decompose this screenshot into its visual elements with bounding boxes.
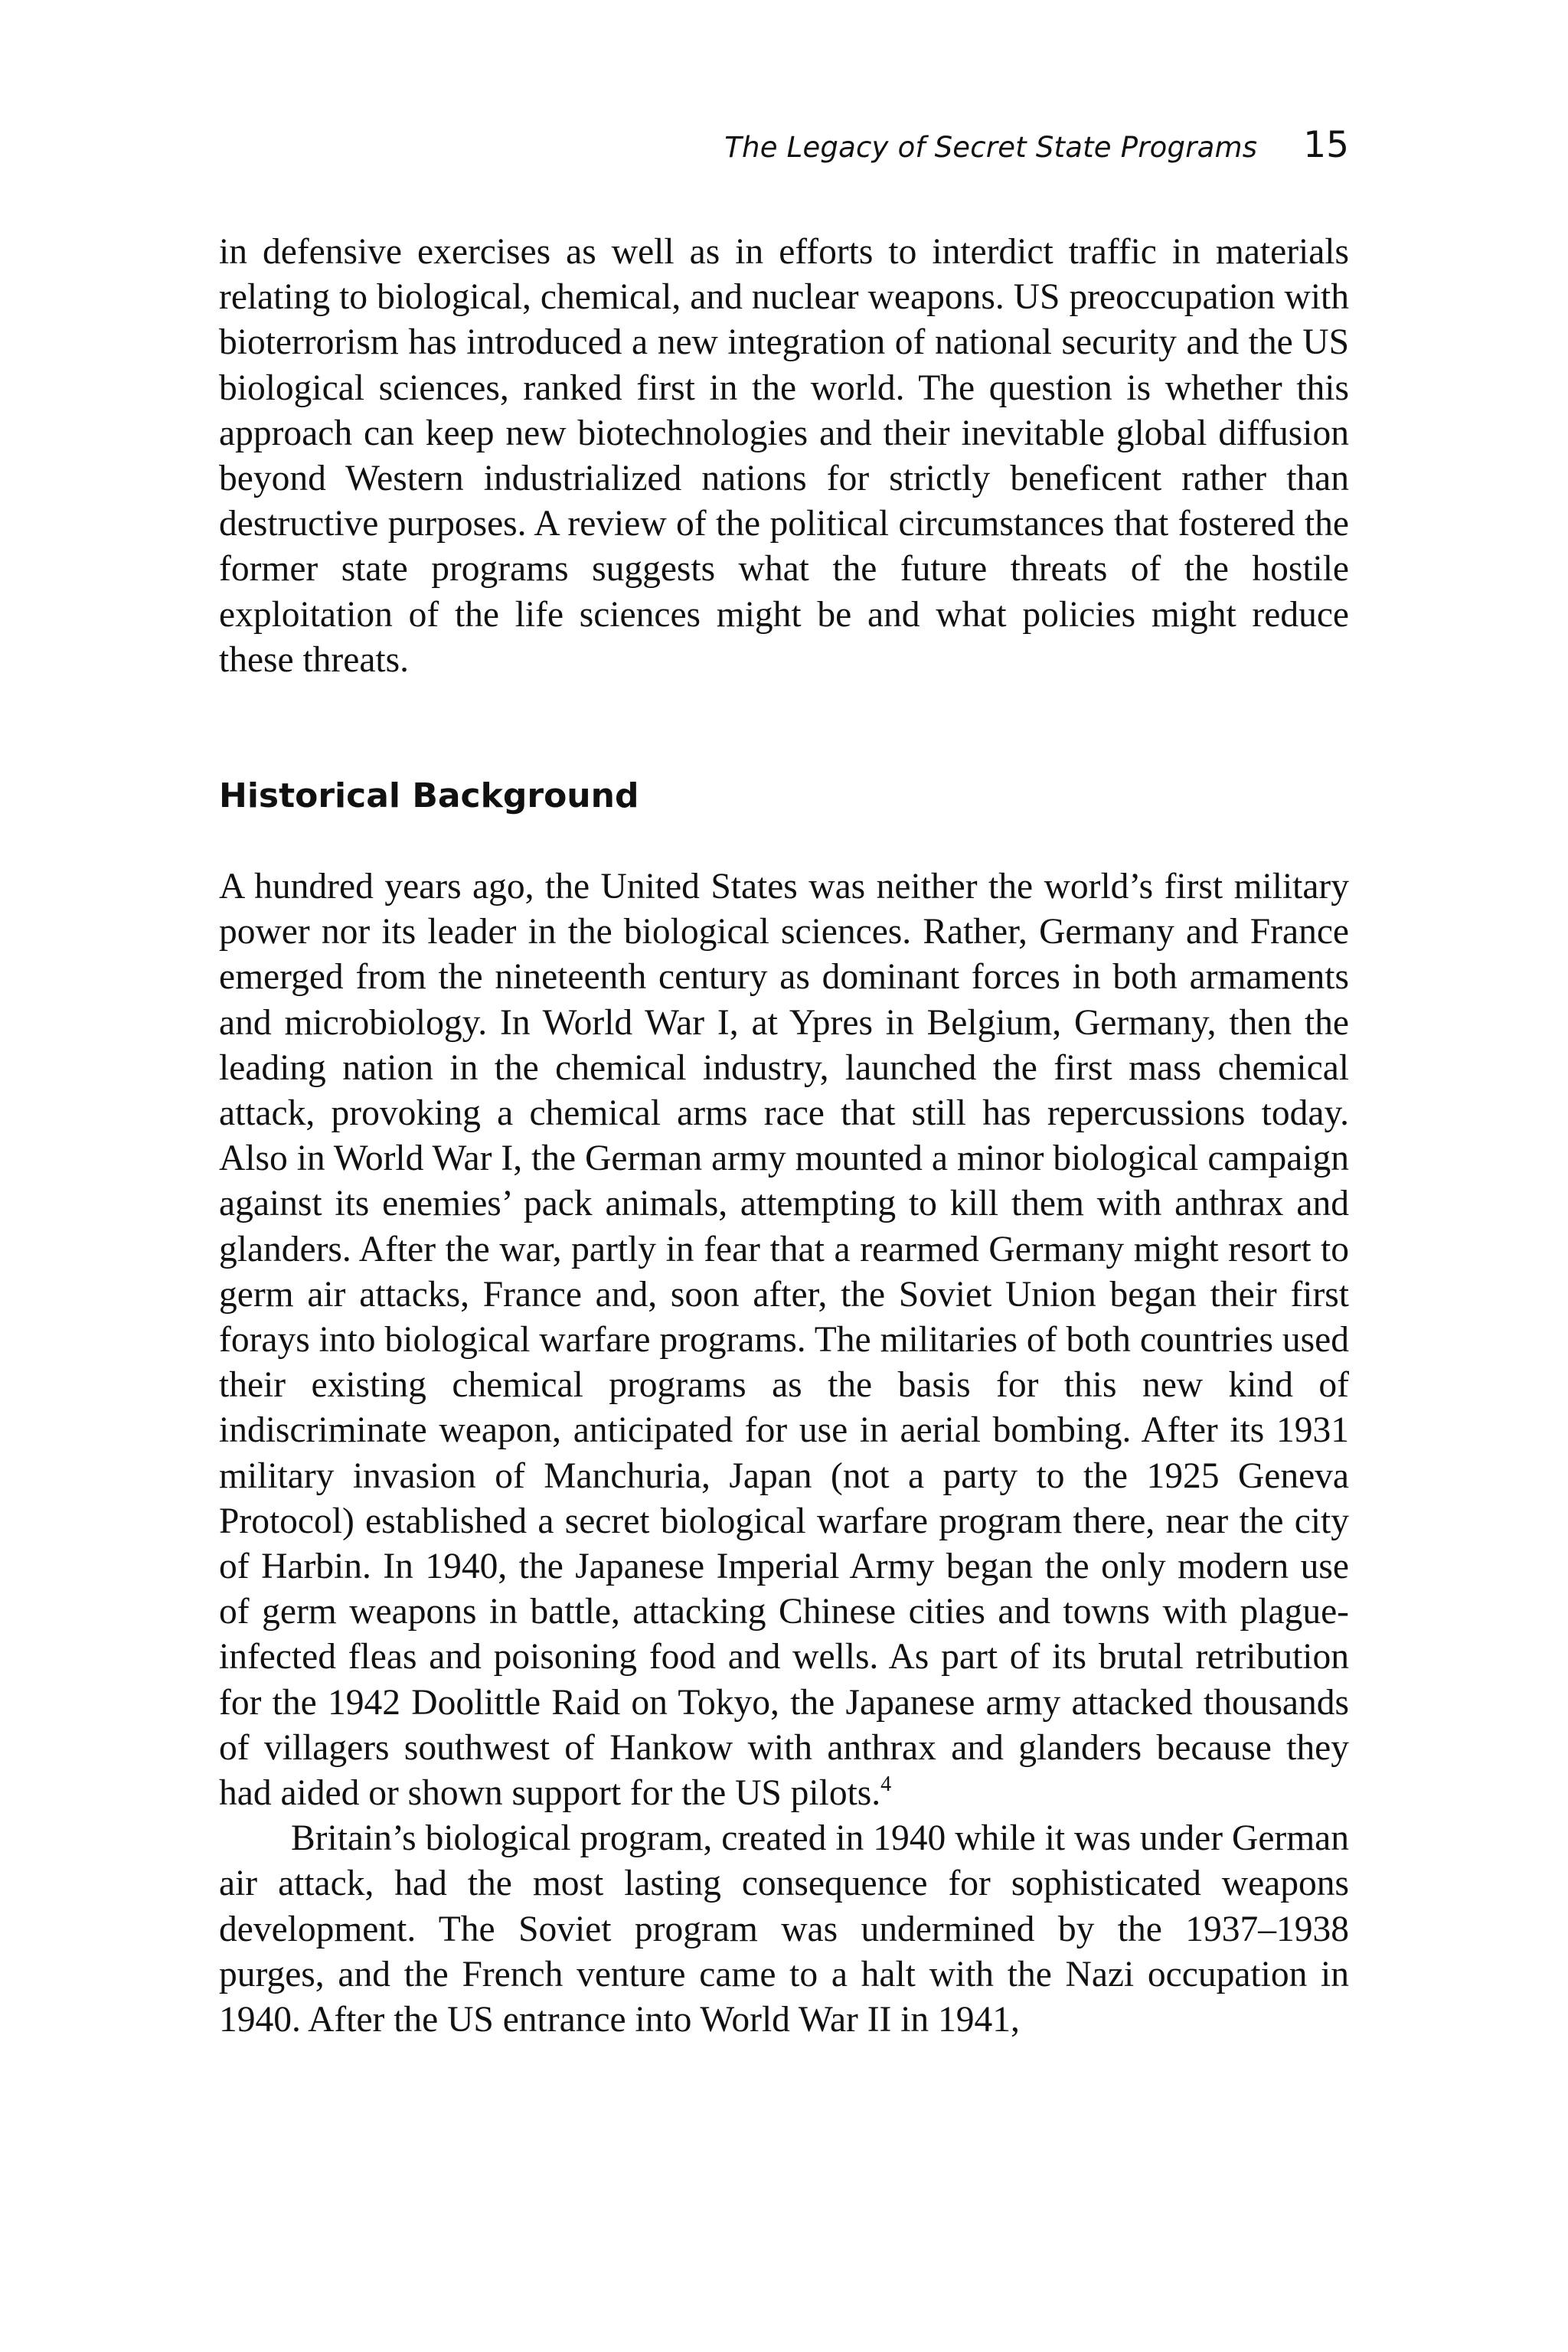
body-text-top xyxy=(219,230,1349,683)
paragraph-historical-text: A hundred years ago, the United States was neither the world’s first military power nor its leader in the biological sciences. Rather, Germany and France emerged from the nineteenth century as dominant forces in both armaments and microbiology. In World War I, at Ypres in Belgium, Germany, then the leading nation in the chemical industry, launched the first mass chemical attack, provoking a chemical arms race that still has repercussions today. Also in World War I, the German army mounted a minor biological campaign against its enemies’ pack animals, attempting to kill them with anthrax and glanders. After the war, partly in fear that a rearmed Germany might resort to germ air attacks, France and, soon after, the Soviet Union began their first forays into biological warfare programs. The militaries of both countries used their existing chemical programs as the basis for this new kind of indiscriminate weapon, anticipated for use in aerial bombing. After its 1931 military invasion of Manchuria, Japan (not a party to the 1925 Geneva Protocol) established a secret biological warfare program there, near the city of Harbin. In 1940, the Japanese Imperial Army began the only modern use of germ weapons in battle, attacking Chinese cities and towns with plague-infected fleas and poisoning food and wells. As part of its brutal retribution for the 1942 Doolittle Raid on Tokyo, the Japanese army attacked thousands of villagers southwest of Hankow with anthrax and glanders because they had aided or shown support for the US pilots. xyxy=(219,867,1349,1814)
section-heading: Historical Background xyxy=(219,776,639,815)
paragraph-historical xyxy=(219,864,1349,1816)
footnote-reference[interactable]: 4 xyxy=(880,1772,892,1797)
paragraph-continued: in defensive exercises as well as in efforts to interdict traffic in materials relating to biological, chemical, and nuclear weapons. US preoccupation with bioterrorism has introduced a new integration of national security and the US biological sciences, ranked first in the world. The question is whether this approach can keep new biotechnologies and their inevitable global diffusion beyond Western industrialized nations for strictly beneficent rather than destructive purposes. A review of the political circumstances that fostered the former state programs suggests what the future threats of the hostile exploitation of the life sciences might be and what policies might reduce these threats. xyxy=(219,232,1349,680)
body-text-section xyxy=(219,864,1349,2043)
running-head xyxy=(724,124,1349,170)
running-title: The Legacy of Secret State Programs xyxy=(724,131,1258,164)
page-number: 15 xyxy=(1303,124,1349,166)
paragraph-britain: Britain’s biological program, created in 1940 while it was under German air attack, had the most lasting consequence for sophisticated weapons development. The Soviet program was undermined by the 1937–1938 purges, and the French venture came to a halt with the Nazi occupation in 1940. After the US entrance into World War II in 1941, xyxy=(219,1818,1349,2040)
